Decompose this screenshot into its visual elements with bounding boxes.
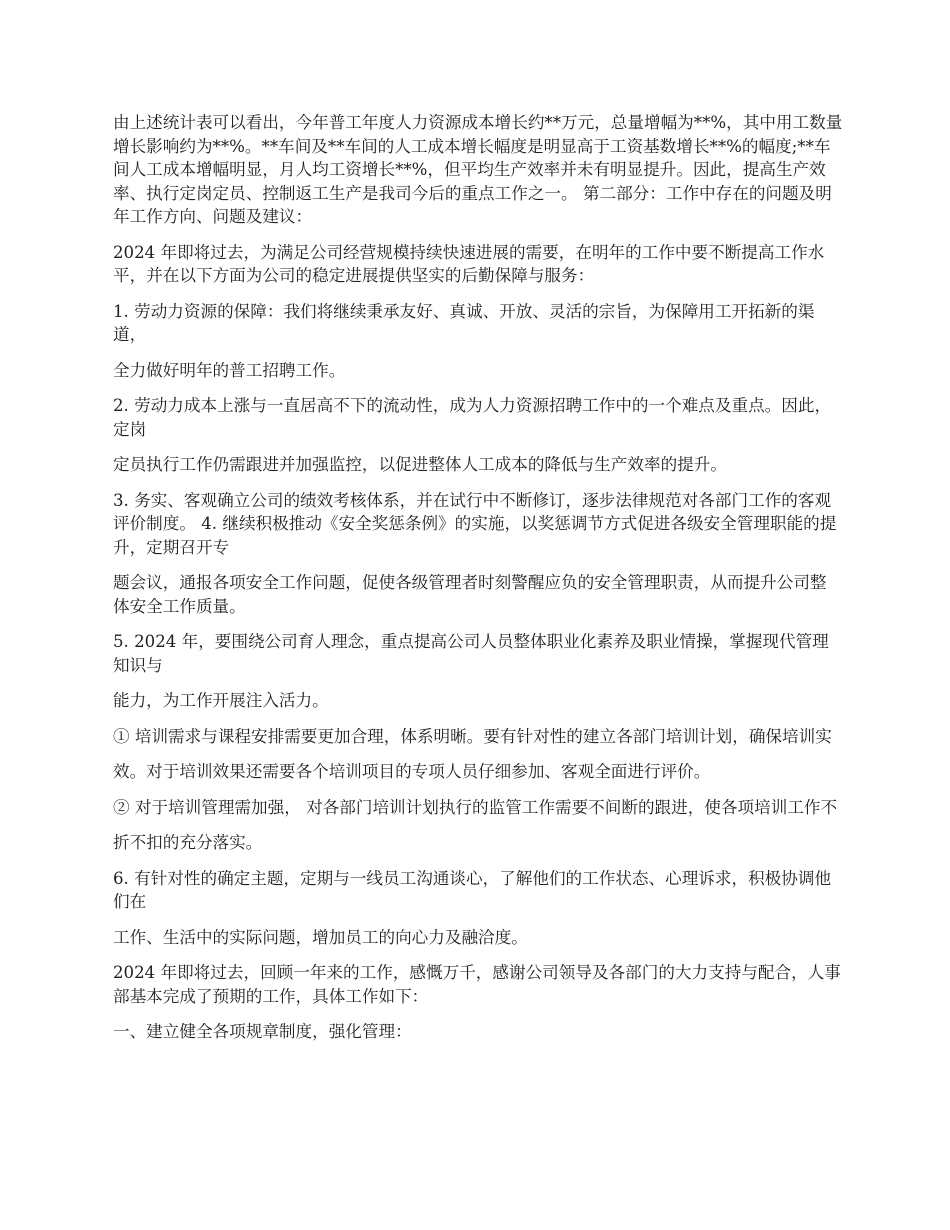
- paragraph-training-1: ① 培训需求与课程安排需要更加合理，体系明晰。要有针对性的建立各部门培训计划，确保培训实: [113, 726, 832, 746]
- paragraph-training-2: ② 对于培训管理需加强， 对各部门培训计划执行的监管工作需要不间断的跟进，使各项培训工作不: [113, 797, 838, 817]
- paragraph-cost-analysis: 由上述统计表可以看出，今年普工年度人力资源成本增长约**万元，总量增幅为**%，其中用工数量增长影响约为**%。**车间及**车间的人工成本增长幅度是明显高于工资基数增长**%的幅度;**车间人工成本增幅明显，月人均工资增长**%，但平均生产效率并未有明显提升。因此，提高生产效率、执行定岗定员、控制返工生产是我司今后的重点工作之一。 第二部分：工作中存在的问题及明年工作方向、问题及建议：: [113, 113, 843, 226]
- paragraph-item-4-cont: 题会议，通报各项安全工作问题，促使各级管理者时刻警醒应负的安全管理职责，从而提升公司整体安全工作质量。: [113, 573, 827, 616]
- paragraph-item-5: 5. 2024 年，要围绕公司育人理念，重点提高公司人员整体职业化素养及职业情操，掌握现代管理知识与: [113, 632, 829, 675]
- document-body: [113, 111, 843, 1056]
- paragraph-intro-2024: 2024 年即将过去，为满足公司经营规模持续快速进展的需要，在明年的工作中要不断提高工作水平，并在以下方面为公司的稳定进展提供坚实的后勤保障与服务：: [113, 242, 825, 285]
- paragraph-item-1-cont: 全力做好明年的普工招聘工作。: [113, 360, 346, 380]
- paragraph-item-5-cont: 能力，为工作开展注入活力。: [113, 691, 329, 710]
- paragraph-review-2024: 2024 年即将过去，回顾一年来的工作，感慨万千，感谢公司领导及各部门的大力支持与配合，人事部基本完成了预期的工作，具体工作如下：: [113, 963, 841, 1006]
- paragraph-training-1-cont: 效。对于培训效果还需要各个培训项目的专项人员仔细参加、客观全面进行评价。: [113, 762, 711, 781]
- paragraph-item-2-cont: 定员执行工作仍需跟进并加强监控，以促进整体人工成本的降低与生产效率的提升。: [113, 455, 727, 474]
- paragraph-item-1: 1. 劳动力资源的保障：我们将继续秉承友好、真诚、开放、灵活的宗旨，为保障用工开拓新的渠道，: [113, 301, 815, 344]
- paragraph-item-3-4: 3. 务实、客观确立公司的绩效考核体系，并在试行中不断修订，逐步法律规范对各部门工作的客观评价制度。 4. 继续积极推动《安全奖惩条例》的实施，以奖惩调节方式促进各级安全管理职能的提升，定期召开专: [113, 490, 837, 557]
- paragraph-item-6-cont: 工作、生活中的实际问题，增加员工的向心力及融洽度。: [113, 927, 528, 947]
- paragraph-training-2-cont: 折不扣的充分落实。: [113, 833, 263, 852]
- section-heading-1: 一、建立健全各项规章制度，强化管理：: [113, 1022, 412, 1041]
- paragraph-item-2: 2. 劳动力成本上涨与一直居高不下的流动性，成为人力资源招聘工作中的一个难点及重点。因此，定岗: [113, 396, 832, 439]
- paragraph-item-6: 6. 有针对性的确定主题，定期与一线员工沟通谈心，了解他们的工作状态、心理诉求，积极协调他们在: [113, 868, 832, 911]
